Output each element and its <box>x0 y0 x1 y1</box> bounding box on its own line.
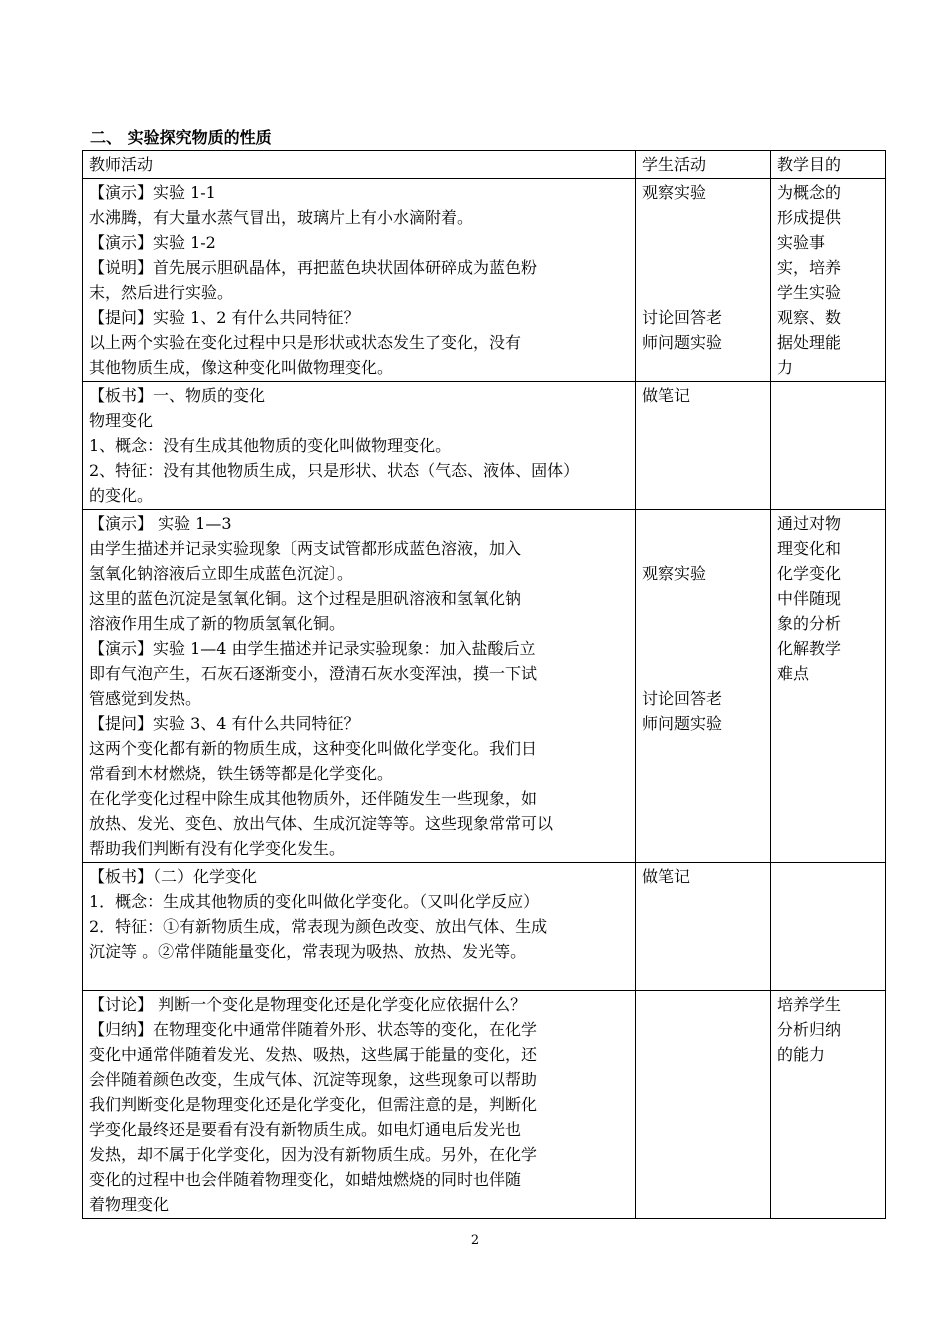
cell-line <box>642 511 764 536</box>
cell-line <box>642 611 764 636</box>
cell-line <box>642 230 764 255</box>
cell-line: 物理变化 <box>89 411 154 430</box>
cell-line: 在化学变化过程中除生成其他物质外，还伴随发生一些现象，如 <box>89 789 538 808</box>
cell-line: 化解教学 <box>777 639 842 658</box>
cell-line: 学变化最终还是要看有没有新物质生成。如电灯通电后发光也 <box>89 1120 522 1139</box>
cell-line: 讨论回答老 <box>642 689 723 708</box>
cell-line: 常看到木材燃烧，铁生锈等都是化学变化。 <box>89 764 394 783</box>
cell-line: 放热、发光、变色、放出气体、生成沉淀等等。这些现象常常可以 <box>89 814 554 833</box>
cell-line: 培养学生 <box>777 995 842 1014</box>
cell-line: 会伴随着颜色改变，生成气体、沉淀等现象，这些现象可以帮助 <box>89 1070 538 1089</box>
cell-line: 观察实验 <box>642 183 707 202</box>
cell-line: 观察实验 <box>642 564 707 583</box>
cell-line: 我们判断变化是物理变化还是化学变化，但需注意的是，判断化 <box>89 1095 538 1114</box>
cell-line: 师问题实验 <box>642 333 723 352</box>
cell-line: 形成提供 <box>777 208 842 227</box>
cell-line: 这两个变化都有新的物质生成，这种变化叫做化学变化。我们日 <box>89 739 538 758</box>
cell-line: 中伴随现 <box>777 589 842 608</box>
cell-line <box>642 205 764 230</box>
cell-line: 【讨论】 判断一个变化是物理变化还是化学变化应依据什么？ <box>89 995 527 1014</box>
cell-line <box>642 255 764 280</box>
cell-line <box>642 536 764 561</box>
teacher-activity-cell <box>83 179 636 382</box>
cell-line: 以上两个实验在变化过程中只是形状或状态发生了变化，没有 <box>89 333 522 352</box>
cell-line: 由学生描述并记录实验现象〔两支试管都形成蓝色溶液，加入 <box>89 539 522 558</box>
table-body <box>83 179 886 1219</box>
cell-line: 难点 <box>777 664 810 683</box>
table-row <box>83 382 886 510</box>
cell-line: 力 <box>777 358 794 377</box>
cell-line <box>642 636 764 661</box>
student-activity-cell <box>636 991 771 1219</box>
teacher-activity-cell <box>83 510 636 863</box>
cell-line: 做笔记 <box>642 386 691 405</box>
cell-line: 管感觉到发热。 <box>89 689 202 708</box>
cell-line: 末，然后进行实验。 <box>89 283 234 302</box>
cell-line: 着物理变化 <box>89 1195 170 1214</box>
cell-line: 的能力 <box>777 1045 826 1064</box>
cell-line: 为概念的 <box>777 183 842 202</box>
cell-line: 【演示】实验 1—4 由学生描述并记录实验现象：加入盐酸后立 <box>89 639 536 658</box>
cell-line: 【归纳】在物理变化中通常伴随着外形、状态等的变化，在化学 <box>89 1020 538 1039</box>
teaching-purpose-cell <box>771 991 886 1219</box>
cell-line: 学生实验 <box>777 283 842 302</box>
teaching-purpose-cell <box>771 179 886 382</box>
cell-line: 氢氧化钠溶液后立即生成蓝色沉淀〕。 <box>89 564 354 583</box>
cell-line: 溶液作用生成了新的物质氢氧化铜。 <box>89 614 346 633</box>
cell-line: 【演示】 实验 1—3 <box>89 514 232 533</box>
cell-line: 实，培养 <box>777 258 842 277</box>
cell-line: 【板书】一、物质的变化 <box>89 386 266 405</box>
cell-line: 据处理能 <box>777 333 842 352</box>
cell-line <box>642 661 764 686</box>
teacher-activity-cell <box>83 382 636 510</box>
table-row <box>83 863 886 991</box>
cell-line: 【演示】实验 1-1 <box>89 183 216 202</box>
cell-line: 的变化。 <box>89 486 154 505</box>
cell-line: 变化中通常伴随着发光、发热、吸热，这些属于能量的变化，还 <box>89 1045 538 1064</box>
lesson-plan-table <box>82 150 886 1219</box>
header-teacher-activity: 教师活动 <box>83 151 636 179</box>
cell-line: 1、概念：没有生成其他物质的变化叫做物理变化。 <box>89 436 452 455</box>
cell-line: 帮助我们判断有没有化学变化发生。 <box>89 839 346 858</box>
student-activity-cell <box>636 382 771 510</box>
cell-line: 【说明】首先展示胆矾晶体，再把蓝色块状固体研碎成为蓝色粉 <box>89 258 538 277</box>
table-row <box>83 991 886 1219</box>
student-activity-cell <box>636 510 771 863</box>
cell-line <box>642 280 764 305</box>
table-row <box>83 179 886 382</box>
teaching-purpose-cell <box>771 510 886 863</box>
cell-line: 分析归纳 <box>777 1020 842 1039</box>
teacher-activity-cell <box>83 991 636 1219</box>
cell-line: 【提问】实验 3、4 有什么共同特征？ <box>89 714 360 733</box>
cell-line: 2、特征：没有其他物质生成，只是形状、状态（气态、液体、固体） <box>89 461 580 480</box>
section-title: 二、 实验探究物质的性质 <box>90 128 272 147</box>
teaching-purpose-cell <box>771 382 886 510</box>
cell-line: 师问题实验 <box>642 714 723 733</box>
cell-line: 象的分析 <box>777 614 842 633</box>
table-header-row <box>83 151 886 179</box>
cell-line: 即有气泡产生，石灰石逐渐变小，澄清石灰水变浑浊，摸一下试 <box>89 664 538 683</box>
cell-line: 讨论回答老 <box>642 308 723 327</box>
cell-line: 变化的过程中也会伴随着物理变化，如蜡烛燃烧的同时也伴随 <box>89 1170 522 1189</box>
cell-line: 【板书】（二）化学变化 <box>89 867 258 886</box>
cell-line: 化学变化 <box>777 564 842 583</box>
page-number: 2 <box>470 1233 480 1248</box>
cell-line: 2．特征：①有新物质生成，常表现为颜色改变、放出气体、生成 <box>89 917 548 936</box>
cell-line: 其他物质生成，像这种变化叫做物理变化。 <box>89 358 394 377</box>
table-row <box>83 510 886 863</box>
cell-line: 发热，却不属于化学变化，因为没有新物质生成。另外，在化学 <box>89 1145 538 1164</box>
cell-line: 实验事 <box>777 233 826 252</box>
cell-line: 做笔记 <box>642 867 691 886</box>
student-activity-cell <box>636 863 771 991</box>
cell-line <box>89 964 629 989</box>
cell-line: 沉淀等 。②常伴随能量变化，常表现为吸热、放热、发光等。 <box>89 942 527 961</box>
header-teaching-purpose: 教学目的 <box>771 151 886 179</box>
cell-line: 观察、数 <box>777 308 842 327</box>
teacher-activity-cell <box>83 863 636 991</box>
cell-line: 1．概念：生成其他物质的变化叫做化学变化。（又叫化学反应） <box>89 892 540 911</box>
cell-line: 通过对物 <box>777 514 842 533</box>
cell-line: 这里的蓝色沉淀是氢氧化铜。这个过程是胆矾溶液和氢氧化钠 <box>89 589 522 608</box>
header-student-activity: 学生活动 <box>636 151 771 179</box>
cell-line: 水沸腾，有大量水蒸气冒出，玻璃片上有小水滴附着。 <box>89 208 474 227</box>
cell-line: 【演示】实验 1-2 <box>89 233 216 252</box>
student-activity-cell <box>636 179 771 382</box>
cell-line: 【提问】实验 1、2 有什么共同特征？ <box>89 308 360 327</box>
cell-line: 理变化和 <box>777 539 842 558</box>
cell-line <box>642 586 764 611</box>
teaching-purpose-cell <box>771 863 886 991</box>
